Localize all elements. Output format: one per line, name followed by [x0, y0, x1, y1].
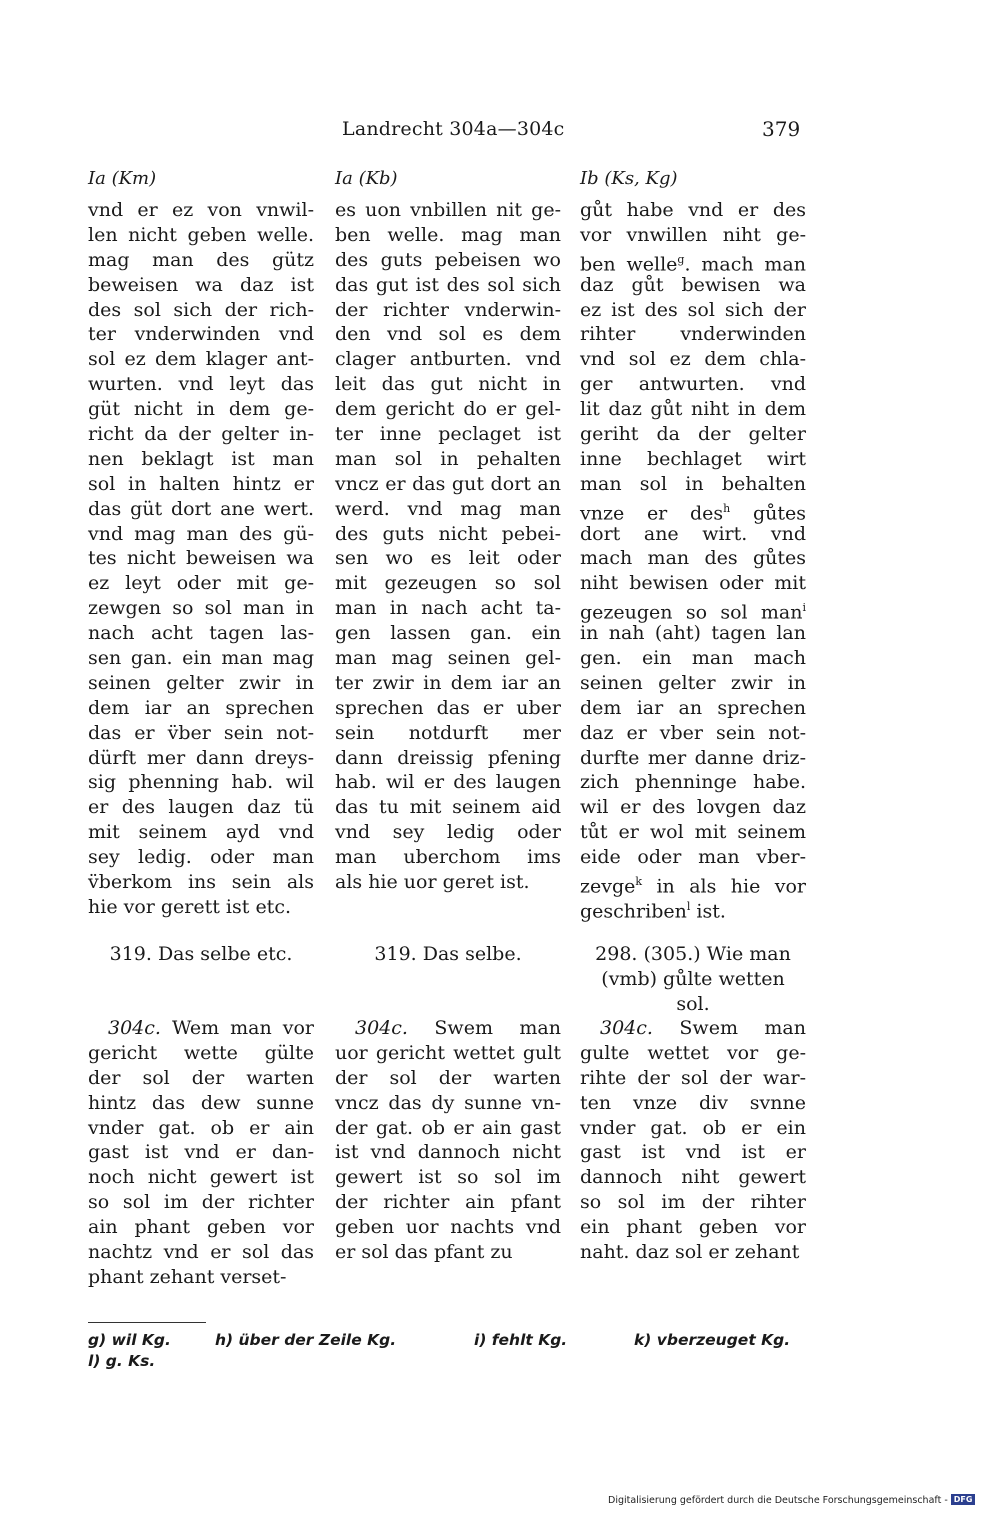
text-line: des sol sich der rich- [88, 298, 314, 321]
footnote-i: i) fehlt Kg. [474, 1331, 568, 1349]
section-title [580, 942, 806, 1017]
text-line: leit das gut nicht in [335, 373, 561, 396]
text-line: in nah (aht) tagen lan [580, 622, 806, 645]
text-line: vnd mag man des gü- [88, 522, 314, 545]
text-line: der richter ain pfant [335, 1191, 561, 1214]
text-line: sey ledig. oder man [88, 846, 314, 869]
text-line: er des laugen daz tü [88, 796, 314, 819]
text-line: dann dreissig pfening [335, 746, 561, 769]
text-line: dannoch niht gewert [580, 1166, 806, 1189]
text-line: man mag seinen gel- [335, 647, 561, 670]
text-line: daz gůt bewisen wa [580, 273, 806, 296]
footnote-g: g) wil Kg. [88, 1331, 171, 1349]
text-line: zewgen so sol man in [88, 597, 314, 620]
text-line: dem iar an sprechen [88, 696, 314, 719]
text-line: geben uor nachts vnd [335, 1216, 561, 1239]
text-line: vncz er das gut dort an [335, 472, 561, 495]
text-line: gůt habe vnd er des [580, 199, 806, 221]
paragraph-label: 304c. [108, 1017, 161, 1039]
text-line: zich phenninge habe. [580, 771, 806, 794]
text-line: mit seinem ayd vnd [88, 821, 314, 844]
text-line: vnze er des$^h$ gůtes [580, 501, 806, 525]
text-line: des guts pebeisen wo [335, 248, 561, 271]
text-line: das tu mit seinem aid [335, 796, 561, 819]
text-line: daz er vber sein not- [580, 721, 806, 744]
column-text [335, 198, 561, 895]
text-line: man sol in behalten [580, 472, 806, 495]
text-line: inne bechlaget wirt [580, 447, 806, 470]
text-line: vnder gat. ob er ein [580, 1116, 806, 1139]
text-line: vnd sey ledig oder [335, 821, 561, 844]
text-line: naht. daz sol er zehant [580, 1241, 800, 1264]
text-line: geschriben$^l$ ist. [580, 899, 726, 923]
paragraph-304c [580, 1016, 806, 1265]
text-line: vnd sol ez dem chla- [580, 348, 806, 371]
paragraph-304c [88, 1016, 314, 1290]
text-line: das gut ist des sol sich [335, 273, 561, 296]
footnote-k: k) vberzeuget Kg. [634, 1331, 791, 1349]
text-line: nen beklagt ist man [88, 447, 314, 470]
text-line: es uon vnbillen nit ge- [335, 199, 561, 221]
text-line: sein notdurft mer [335, 721, 561, 744]
text-line: güt nicht in dem ge- [88, 398, 314, 421]
text-line: das güt dort ane wert. [88, 497, 314, 520]
text-line: seinen gelter zwir in [88, 671, 314, 694]
column-sigla: Ia (Km) [88, 168, 157, 189]
text-line: gast ist vnd er dan- [88, 1141, 314, 1164]
text-line: als hie uor geret ist. [335, 871, 530, 894]
text-line: hie vor gerett ist etc. [88, 895, 291, 918]
footnote-h: h) über der Zeile Kg. [215, 1331, 397, 1349]
section-title-line: (vmb) gůlte wetten [601, 967, 785, 990]
text-line: geriht da der gelter [580, 423, 806, 446]
text-line: ben welle$^g$. mach man [580, 252, 806, 276]
text-line: lit daz gůt niht in dem [580, 398, 806, 421]
text-line: richt da der gelter in- [88, 423, 314, 446]
text-line: gen lassen gan. ein [335, 622, 561, 645]
text-line: len nicht geben welle. [88, 223, 314, 246]
digitization-credit [608, 1494, 975, 1506]
text-line: v̈berkom ins sein als [88, 871, 314, 894]
text-line: gast ist vnd ist er [580, 1141, 806, 1164]
text-line: ez ist des sol sich der [580, 298, 806, 321]
text-line: ter zwir in dem iar an [335, 671, 561, 694]
text-line: clager antburten. vnd [335, 348, 561, 371]
dfg-logo: DFG [951, 1494, 976, 1505]
section-title [88, 942, 314, 967]
text-line: eide oder man vber- [580, 846, 806, 869]
text-line: ter inne peclaget ist [335, 423, 561, 446]
text-line: hab. wil er des laugen [335, 771, 561, 794]
text-line: rihter vnderwinden [580, 323, 806, 346]
text-line: man sol in pehalten [335, 447, 561, 470]
text-line: ist vnd dannoch nicht [335, 1141, 561, 1164]
text-line: beweisen wa daz ist [88, 273, 314, 296]
text-line: ein phant geben vor [580, 1216, 806, 1239]
text-line: der gat. ob er ain gast [335, 1116, 561, 1139]
text-line: hintz das dew sunne [88, 1091, 314, 1114]
text-line: sol ez dem klager ant- [88, 348, 314, 371]
column-sigla: Ia (Kb) [335, 168, 398, 189]
paragraph-first-line: 304c. Wem man vor [108, 1017, 314, 1039]
footnote-marker: k [635, 875, 643, 889]
text-line: das er v̈ber sein not- [88, 721, 314, 744]
footnote-marker: l [686, 899, 691, 913]
text-line: seinen gelter zwir in [580, 671, 806, 694]
section-title-line: 319. Das selbe. [374, 943, 522, 965]
paragraph-label: 304c. [600, 1017, 653, 1039]
text-line: nachtz vnd er sol das [88, 1241, 314, 1264]
text-line: noch nicht gewert ist [88, 1166, 314, 1189]
text-line: des guts nicht pebei- [335, 522, 561, 545]
text-line: wil er des lovgen daz [580, 796, 806, 819]
text-line: vor vnwillen niht ge- [580, 223, 806, 246]
text-line: nach acht tagen las- [88, 622, 314, 645]
text-line: der richter vnderwin- [335, 298, 561, 321]
section-title-line: 319. Das selbe etc. [109, 943, 293, 965]
text-line: vnder gat. ob er ain [88, 1116, 314, 1139]
text-line: dem iar an sprechen [580, 696, 806, 719]
text-line: gewert ist so sol im [335, 1166, 561, 1189]
text-line: mach man des gůtes [580, 547, 806, 570]
text-line: dem gericht do er gel- [335, 398, 561, 421]
text-line: sprechen das er uber [335, 696, 561, 719]
section-title [335, 942, 561, 967]
text-line: sen gan. ein man mag [88, 647, 314, 670]
paragraph-label: 304c. [355, 1017, 408, 1039]
text-line: tes nicht beweisen wa [88, 547, 314, 570]
text-line: sen wo es leit oder [335, 547, 561, 570]
text-line: dürft mer dann dreys- [88, 746, 314, 769]
page-number: 379 [762, 117, 801, 141]
text-line: gezeugen so sol man$^i$ [580, 601, 806, 624]
text-line: vnd er ez von vnwil- [88, 199, 314, 221]
text-line: ter vnderwinden vnd [88, 323, 314, 346]
text-line: gen. ein man mach [580, 647, 806, 670]
credit-text: Digitalisierung gefördert durch die Deutsche Forschungsgemeinschaft - [608, 1495, 948, 1506]
text-line: phant zehant verset- [88, 1265, 287, 1288]
text-line: tůt er wol mit seinem [580, 821, 806, 844]
text-line: man uberchom ims [335, 846, 561, 869]
paragraph-first-line: 304c. Swem man [600, 1017, 806, 1039]
text-line: man in nach acht ta- [335, 597, 561, 620]
text-line: gulte wettet vor ge- [580, 1041, 806, 1064]
text-line: sol in halten hintz er [88, 472, 314, 495]
column-text [580, 198, 806, 923]
text-line: vncz das dy sunne vn- [335, 1091, 561, 1114]
text-line: rihte der sol der war- [580, 1066, 806, 1089]
text-line: wurten. vnd leyt das [88, 373, 314, 396]
text-line: durfte mer danne driz- [580, 746, 806, 769]
text-line: ain phant geben vor [88, 1216, 314, 1239]
section-title-line: 298. (305.) Wie man [595, 943, 791, 965]
text-line: sig phenning hab. wil [88, 771, 314, 794]
text-line: den vnd sol es dem [335, 323, 561, 346]
text-line: niht bewisen oder mit [580, 572, 806, 595]
footnotes [88, 1330, 808, 1372]
footnote-rule [88, 1322, 206, 1323]
text-line: dort ane wirt. vnd [580, 522, 806, 545]
running-header-title: Landrecht 304a—304c [342, 118, 565, 140]
text-line: so sol im der richter [88, 1191, 314, 1214]
text-line: werd. vnd mag man [335, 497, 561, 520]
text-line: so sol im der rihter [580, 1191, 806, 1214]
section-title-line: sol. [676, 992, 710, 1015]
footnote-l: l) g. Ks. [88, 1352, 156, 1370]
text-line: zevge$^k$ in als hie vor [580, 875, 806, 898]
text-line: ez leyt oder mit ge- [88, 572, 314, 595]
text-line: ger antwurten. vnd [580, 373, 806, 396]
text-line: mag man des gütz [88, 248, 314, 271]
column-text [88, 198, 314, 920]
text-line: ben welle. mag man [335, 223, 561, 246]
column-sigla: Ib (Ks, Kg) [580, 168, 678, 189]
text-line: mit gezeugen so sol [335, 572, 561, 595]
footnote-marker: i [802, 601, 806, 615]
text-line: der sol der warten [335, 1066, 561, 1089]
footnote-marker: h [723, 501, 731, 515]
paragraph-304c [335, 1016, 561, 1265]
text-line: der sol der warten [88, 1066, 314, 1089]
text-line: ten vnze div svnne [580, 1091, 806, 1114]
text-line: er sol das pfant zu [335, 1241, 513, 1264]
text-line: uor gericht wettet gult [335, 1041, 561, 1064]
text-line: gericht wette gülte [88, 1041, 314, 1064]
footnote-marker: g [677, 252, 685, 266]
paragraph-first-line: 304c. Swem man [355, 1017, 561, 1039]
